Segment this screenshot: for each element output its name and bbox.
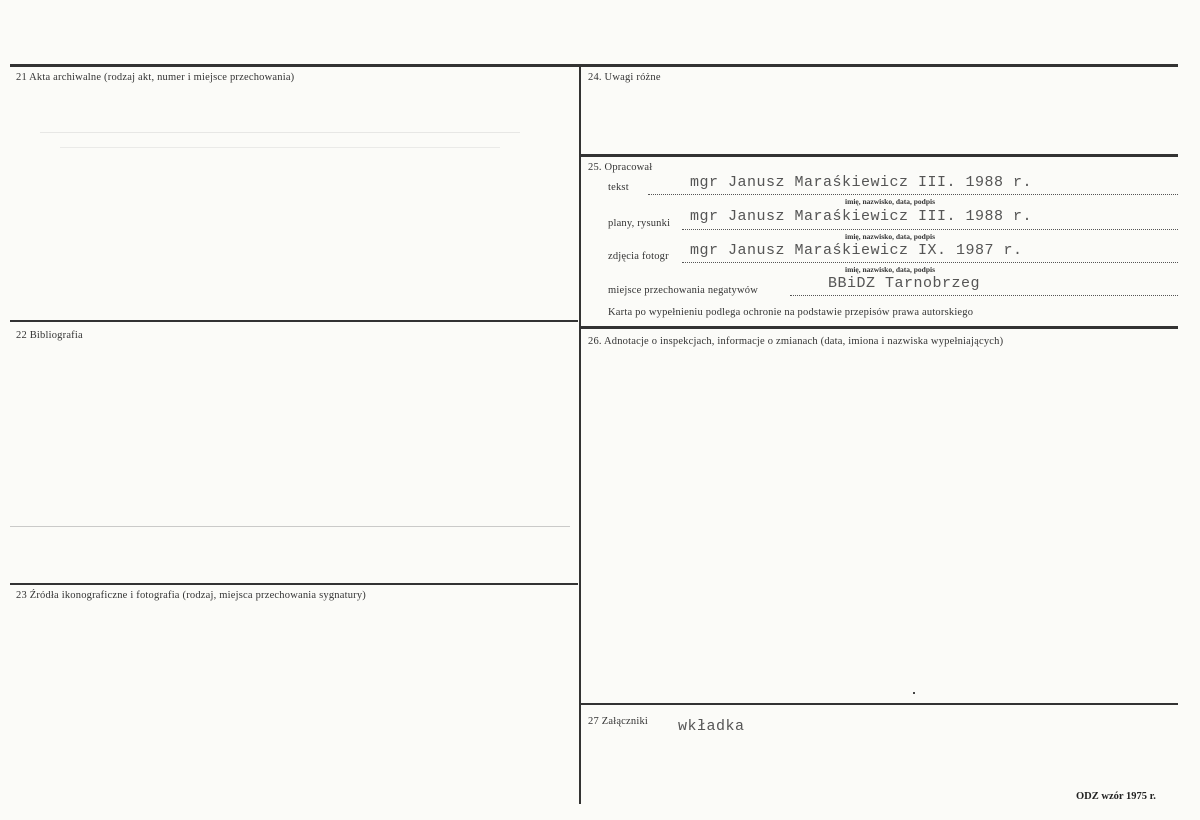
text-author-line — [648, 194, 1178, 195]
drawings-author-label: plany, rysunki — [608, 218, 671, 229]
center-divider — [579, 64, 581, 804]
rule-24-25 — [581, 154, 1178, 157]
scan-smudge — [60, 147, 500, 148]
attachments-value: wkładka — [678, 718, 745, 735]
negatives-line — [790, 295, 1178, 296]
section-27-label: 27 Załączniki — [588, 716, 649, 727]
photos-author-caption: imię, nazwisko, data, podpis — [845, 265, 936, 274]
rule-25-26 — [581, 326, 1178, 329]
section-24-label: 24. Uwagi różne — [588, 72, 661, 83]
text-author-caption: imię, nazwisko, data, podpis — [845, 197, 936, 206]
text-author-label: tekst — [608, 182, 629, 193]
section-23-label: 23 Źródła ikonograficzne i fotografia (rodzaj, miejsca przechowania sygnatury) — [16, 590, 367, 601]
scan-smudge — [10, 526, 570, 527]
photos-author-value: mgr Janusz Maraśkiewicz IX. 1987 r. — [690, 242, 1023, 259]
section-25-label: 25. Opracował — [588, 162, 653, 173]
rule-22-23 — [10, 583, 578, 585]
decorative-dot — [913, 692, 915, 694]
section-21-label: 21 Akta archiwalne (rodzaj akt, numer i miejsce przechowania) — [16, 72, 295, 83]
drawings-author-line — [682, 229, 1178, 230]
section-26-label: 26. Adnotacje o inspekcjach, informacje o zmianach (data, imiona i nazwiska wypełniających) — [588, 336, 1004, 347]
copyright-note: Karta po wypełnieniu podlega ochronie na podstawie przepisów prawa autorskiego — [608, 307, 974, 318]
rule-21-22 — [10, 320, 578, 322]
section-22-label: 22 Bibliografia — [16, 330, 83, 341]
top-rule — [10, 64, 1178, 67]
negatives-value: BBiDZ Tarnobrzeg — [828, 275, 981, 292]
drawings-author-caption: imię, nazwisko, data, podpis — [845, 232, 936, 241]
form-version: ODZ wzór 1975 r. — [1076, 791, 1156, 802]
drawings-author-value: mgr Janusz Maraśkiewicz III. 1988 r. — [690, 208, 1033, 225]
negatives-label: miejsce przechowania negatywów — [608, 285, 759, 296]
text-author-value: mgr Janusz Maraśkiewicz III. 1988 r. — [690, 174, 1033, 191]
photos-author-line — [682, 262, 1178, 263]
photos-author-label: zdjęcia fotogr — [608, 251, 669, 262]
scan-smudge — [40, 132, 520, 133]
rule-26-27 — [581, 703, 1178, 705]
